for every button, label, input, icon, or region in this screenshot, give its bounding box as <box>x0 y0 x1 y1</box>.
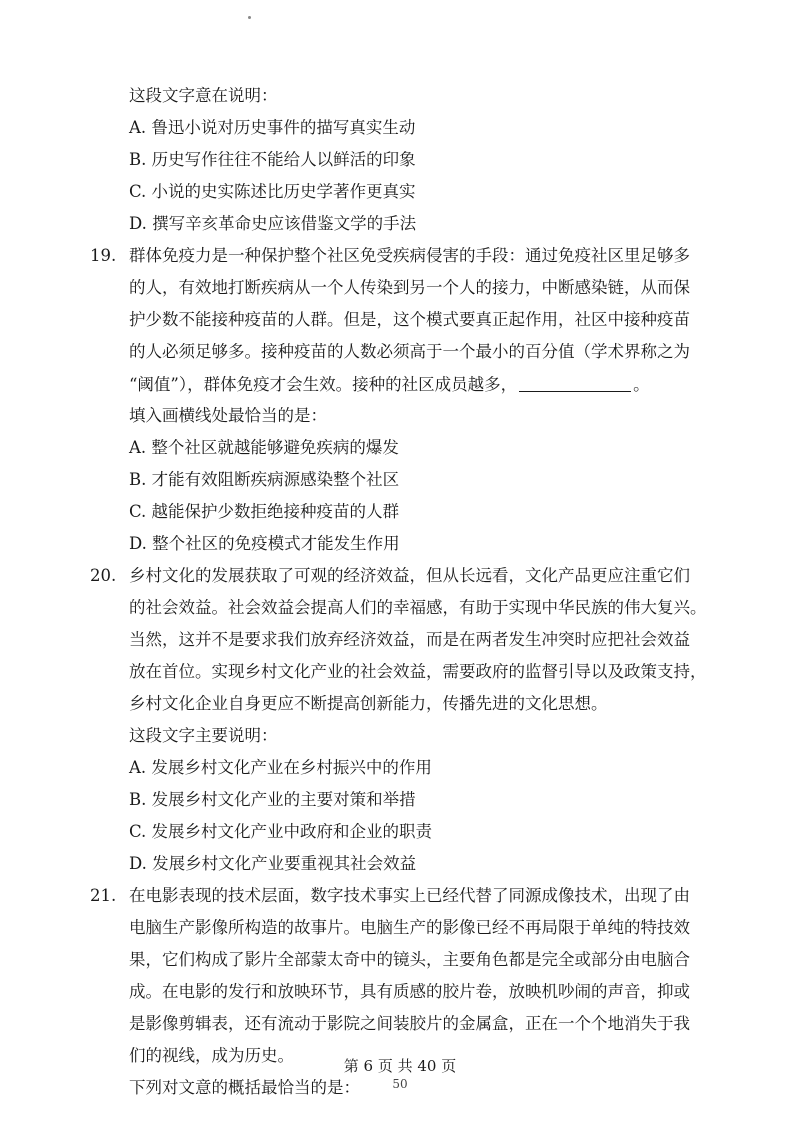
q19-option-b: B. 才能有效阻断疾病源感染整个社区 <box>129 470 400 489</box>
q19-number: 19. <box>90 246 117 265</box>
q19-text-after-blank: 。 <box>633 375 650 394</box>
q20-prompt: 这段文字主要说明： <box>129 726 278 745</box>
q20-option-d: D. 发展乡村文化产业要重视其社会效益 <box>129 854 417 873</box>
q20-text-line: 乡村文化企业自身更应不断提高创新能力，传播先进的文化思想。 <box>129 694 608 713</box>
sheet-number: 50 <box>392 1077 408 1091</box>
q21-text-line: 在电影表现的技术层面，数字技术事实上已经代替了同源成像技术，出现了由 <box>129 886 690 905</box>
q19-text-line: 群体免疫力是一种保护整个社区免受疾病侵害的手段：通过免疫社区里足够多 <box>129 246 690 265</box>
q20-text-line: 放在首位。实现乡村文化产业的社会效益，需要政府的监督引导以及政策支持， <box>129 662 707 681</box>
q18-option-c: C. 小说的史实陈述比历史学著作更真实 <box>129 182 416 201</box>
q19-option-d: D. 整个社区的免疫模式才能发生作用 <box>129 534 400 553</box>
q21-text-line: 电脑生产影像所构造的故事片。电脑生产的影像已经不再局限于单纯的特技效 <box>129 918 690 937</box>
q20-text-line: 当然，这并不是要求我们放弃经济效益，而是在两者发生冲突时应把社会效益 <box>129 630 690 649</box>
q18-option-b: B. 历史写作往往不能给人以鲜活的印象 <box>129 150 416 169</box>
q19-text-line-with-blank <box>129 373 650 395</box>
q21-text-line: 们的视线，成为历史。 <box>129 1046 294 1065</box>
q19-option-c: C. 越能保护少数拒绝接种疫苗的人群 <box>129 502 400 521</box>
q20-text-line: 乡村文化的发展获取了可观的经济效益，但从长远看，文化产品更应注重它们 <box>129 566 690 585</box>
scan-speck <box>248 16 251 19</box>
q19-text-line: 护少数不能接种疫苗的人群。但是，这个模式要真正起作用，社区中接种疫苗 <box>129 310 690 329</box>
q20-option-b: B. 发展乡村文化产业的主要对策和举措 <box>129 790 416 809</box>
q21-prompt: 下列对文意的概括最恰当的是： <box>129 1078 360 1097</box>
q21-text-line: 是影像剪辑表，还有流动于影院之间装胶片的金属盒，正在一个个地消失于我 <box>129 1014 690 1033</box>
q20-text-line: 的社会效益。社会效益会提高人们的幸福感，有助于实现中华民族的伟大复兴。 <box>129 598 707 617</box>
q19-text-line: 的人必须足够多。接种疫苗的人数必须高于一个最小的百分值（学术界称之为 <box>129 342 690 361</box>
answer-blank-line <box>519 373 631 392</box>
q21-number: 21. <box>90 886 117 905</box>
q18-option-a: A. 鲁迅小说对历史事件的描写真实生动 <box>129 118 416 137</box>
q21-text-line: 成。在电影的发行和放映环节，具有质感的胶片卷，放映机吵闹的声音，抑或 <box>129 982 690 1001</box>
page-footer-label: 第 6 页 共 40 页 <box>343 1057 457 1075</box>
q20-option-c: C. 发展乡村文化产业中政府和企业的职责 <box>129 822 433 841</box>
q18-prompt: 这段文字意在说明： <box>129 86 278 105</box>
q20-number: 20. <box>90 566 117 585</box>
q19-option-a: A. 整个社区就越能够避免疾病的爆发 <box>129 438 399 457</box>
q19-prompt: 填入画横线处最恰当的是： <box>129 406 327 425</box>
q18-option-d: D. 撰写辛亥革命史应该借鉴文学的手法 <box>129 214 417 233</box>
q19-text-before-blank: “阈值”），群体免疫才会生效。接种的社区成员越多， <box>129 375 518 394</box>
q19-text-line: 的人，有效地打断疾病从一个人传染到另一个人的接力，中断感染链，从而保 <box>129 278 690 297</box>
q21-text-line: 果，它们构成了影片全部蒙太奇中的镜头，主要角色都是完全或部分由电脑合 <box>129 950 690 969</box>
q20-option-a: A. 发展乡村文化产业在乡村振兴中的作用 <box>129 758 432 777</box>
